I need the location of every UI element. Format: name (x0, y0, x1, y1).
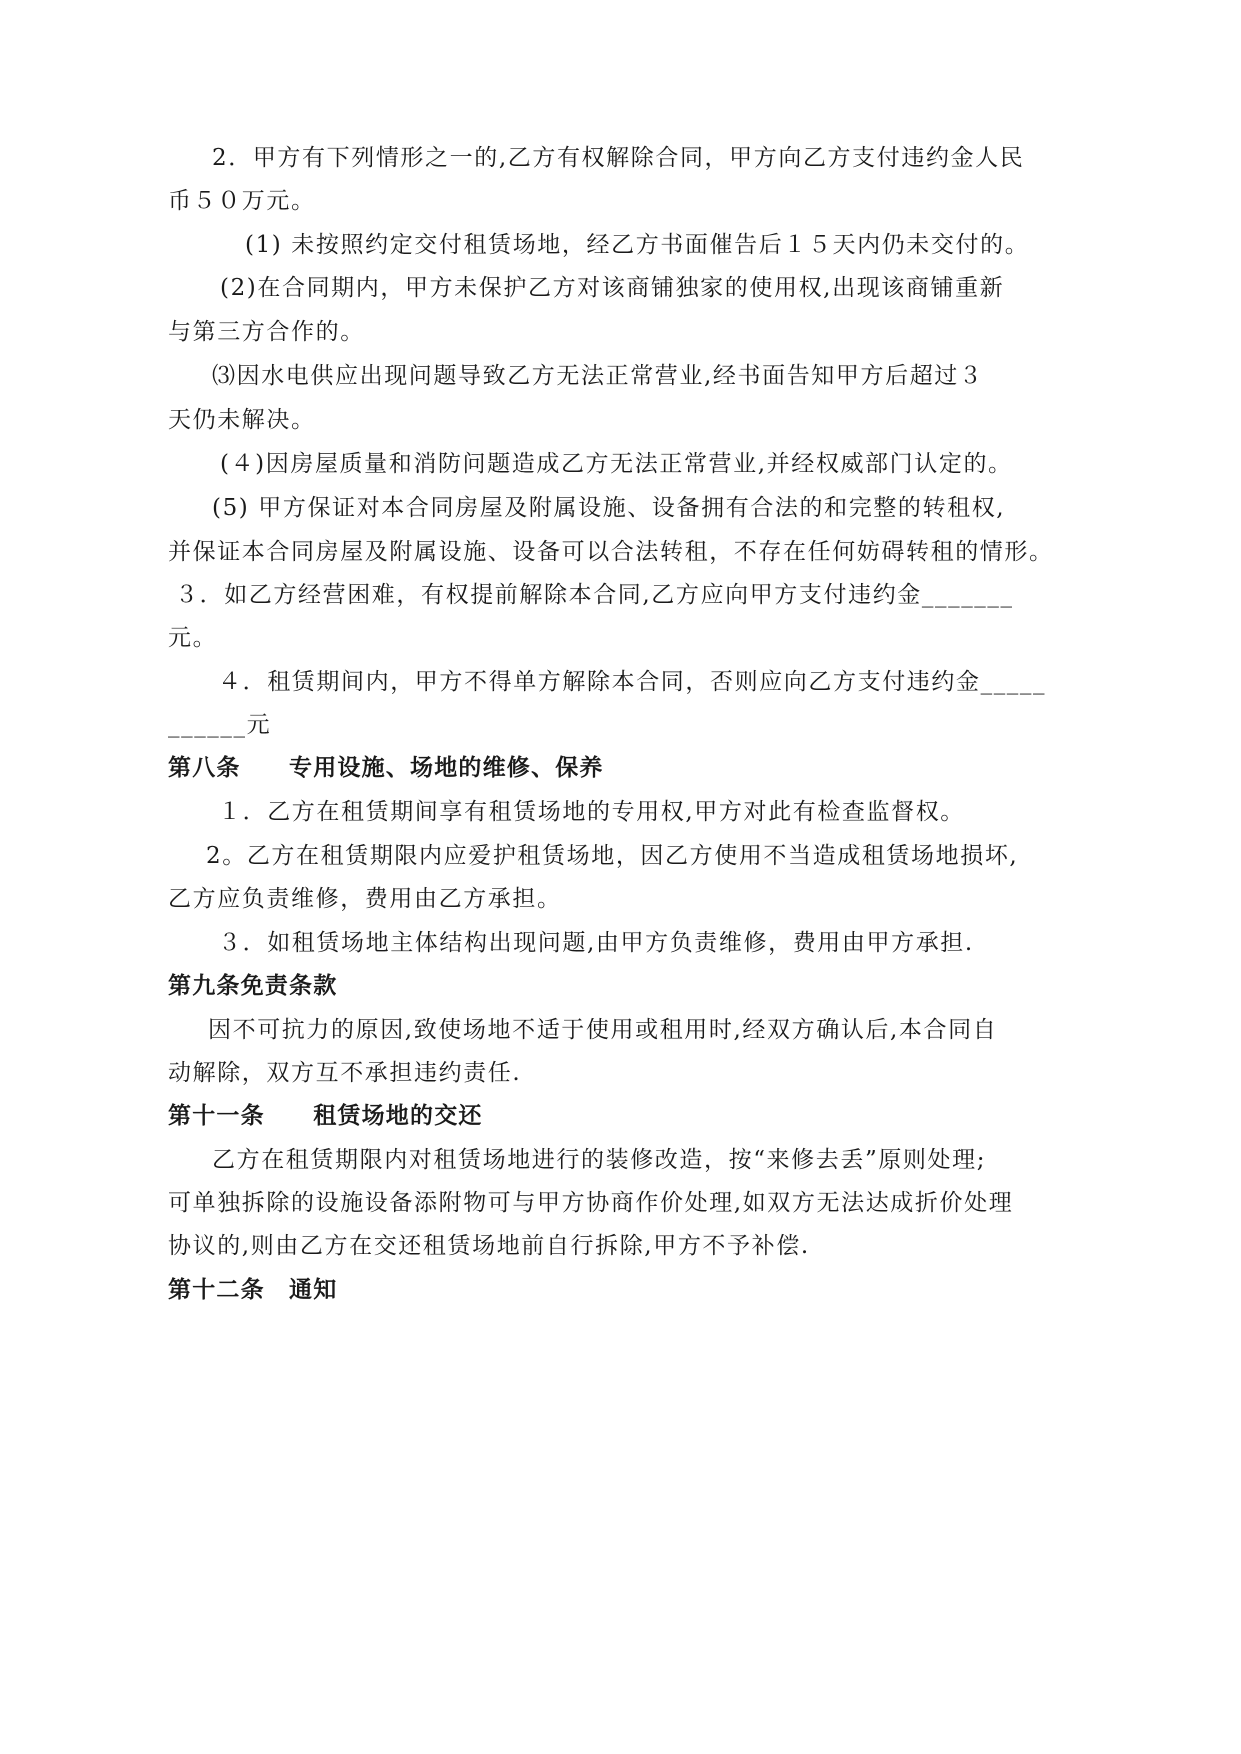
text-line: 与第三方合作的。 (168, 319, 365, 345)
text-line: 元。 (168, 625, 218, 651)
text-line: 乙方应负责维修，费用由乙方承担。 (168, 886, 562, 912)
text-line: 协议的,则由乙方在交还租赁场地前自行拆除,甲方不予补偿. (168, 1233, 810, 1259)
section-heading: 第九条免责条款 (168, 973, 338, 999)
text-line: ３．如租赁场地主体结构出现问题,由甲方负责维修，费用由甲方承担. (218, 930, 974, 956)
section-heading: 第十一条 租赁场地的交还 (168, 1103, 483, 1129)
text-line: ４．租赁期间内，甲方不得单方解除本合同，否则应向乙方支付违约金_____ (218, 669, 1047, 695)
text-line: 币５０万元。 (168, 188, 316, 214)
text-line: 可单独拆除的设施设备添附物可与甲方协商作价处理,如双方无法达成折价处理 (168, 1190, 1014, 1216)
text-line: 2．甲方有下列情形之一的,乙方有权解除合同，甲方向乙方支付违约金人民 (212, 145, 1025, 171)
text-line: 乙方在租赁期限内对租赁场地进行的装修改造，按“来修去丢”原则处理; (212, 1147, 987, 1173)
text-line: ⑶因水电供应出现问题导致乙方无法正常营业,经书面告知甲方后超过３ (212, 363, 984, 389)
text-line: ３．如乙方经营困难，有权提前解除本合同,乙方应向甲方支付违约金_______ (175, 582, 1014, 608)
section-heading: 第八条 专用设施、场地的维修、保养 (168, 755, 604, 781)
text-line: (2)在合同期内，甲方未保护乙方对该商铺独家的使用权,出现该商铺重新 (220, 275, 1005, 301)
text-line: (5) 甲方保证对本合同房屋及附属设施、设备拥有合法的和完整的转租权, (212, 495, 1006, 521)
text-line: １．乙方在租赁期间享有租赁场地的专用权,甲方对此有检查监督权。 (218, 799, 965, 825)
text-line: (1) 未按照约定交付租赁场地，经乙方书面催告后１５天内仍未交付的。 (245, 232, 1030, 258)
text-line: 动解除，双方互不承担违约责任. (168, 1060, 522, 1086)
text-line: 并保证本合同房屋及附属设施、设备可以合法转租，不存在任何妨碍转租的情形。 (168, 539, 1054, 565)
text-line: (４)因房屋质量和消防问题造成乙方无法正常营业,并经权威部门认定的。 (220, 451, 1013, 477)
section-heading: 第十二条 通知 (168, 1277, 338, 1303)
text-line: 天仍未解决。 (168, 407, 316, 433)
text-line: 2。乙方在租赁期限内应爱护租赁场地，因乙方使用不当造成租赁场地损坏, (206, 843, 1019, 869)
text-line: 因不可抗力的原因,致使场地不适于使用或租用时,经双方确认后,本合同自 (208, 1017, 998, 1043)
text-line: ______元 (168, 712, 272, 738)
